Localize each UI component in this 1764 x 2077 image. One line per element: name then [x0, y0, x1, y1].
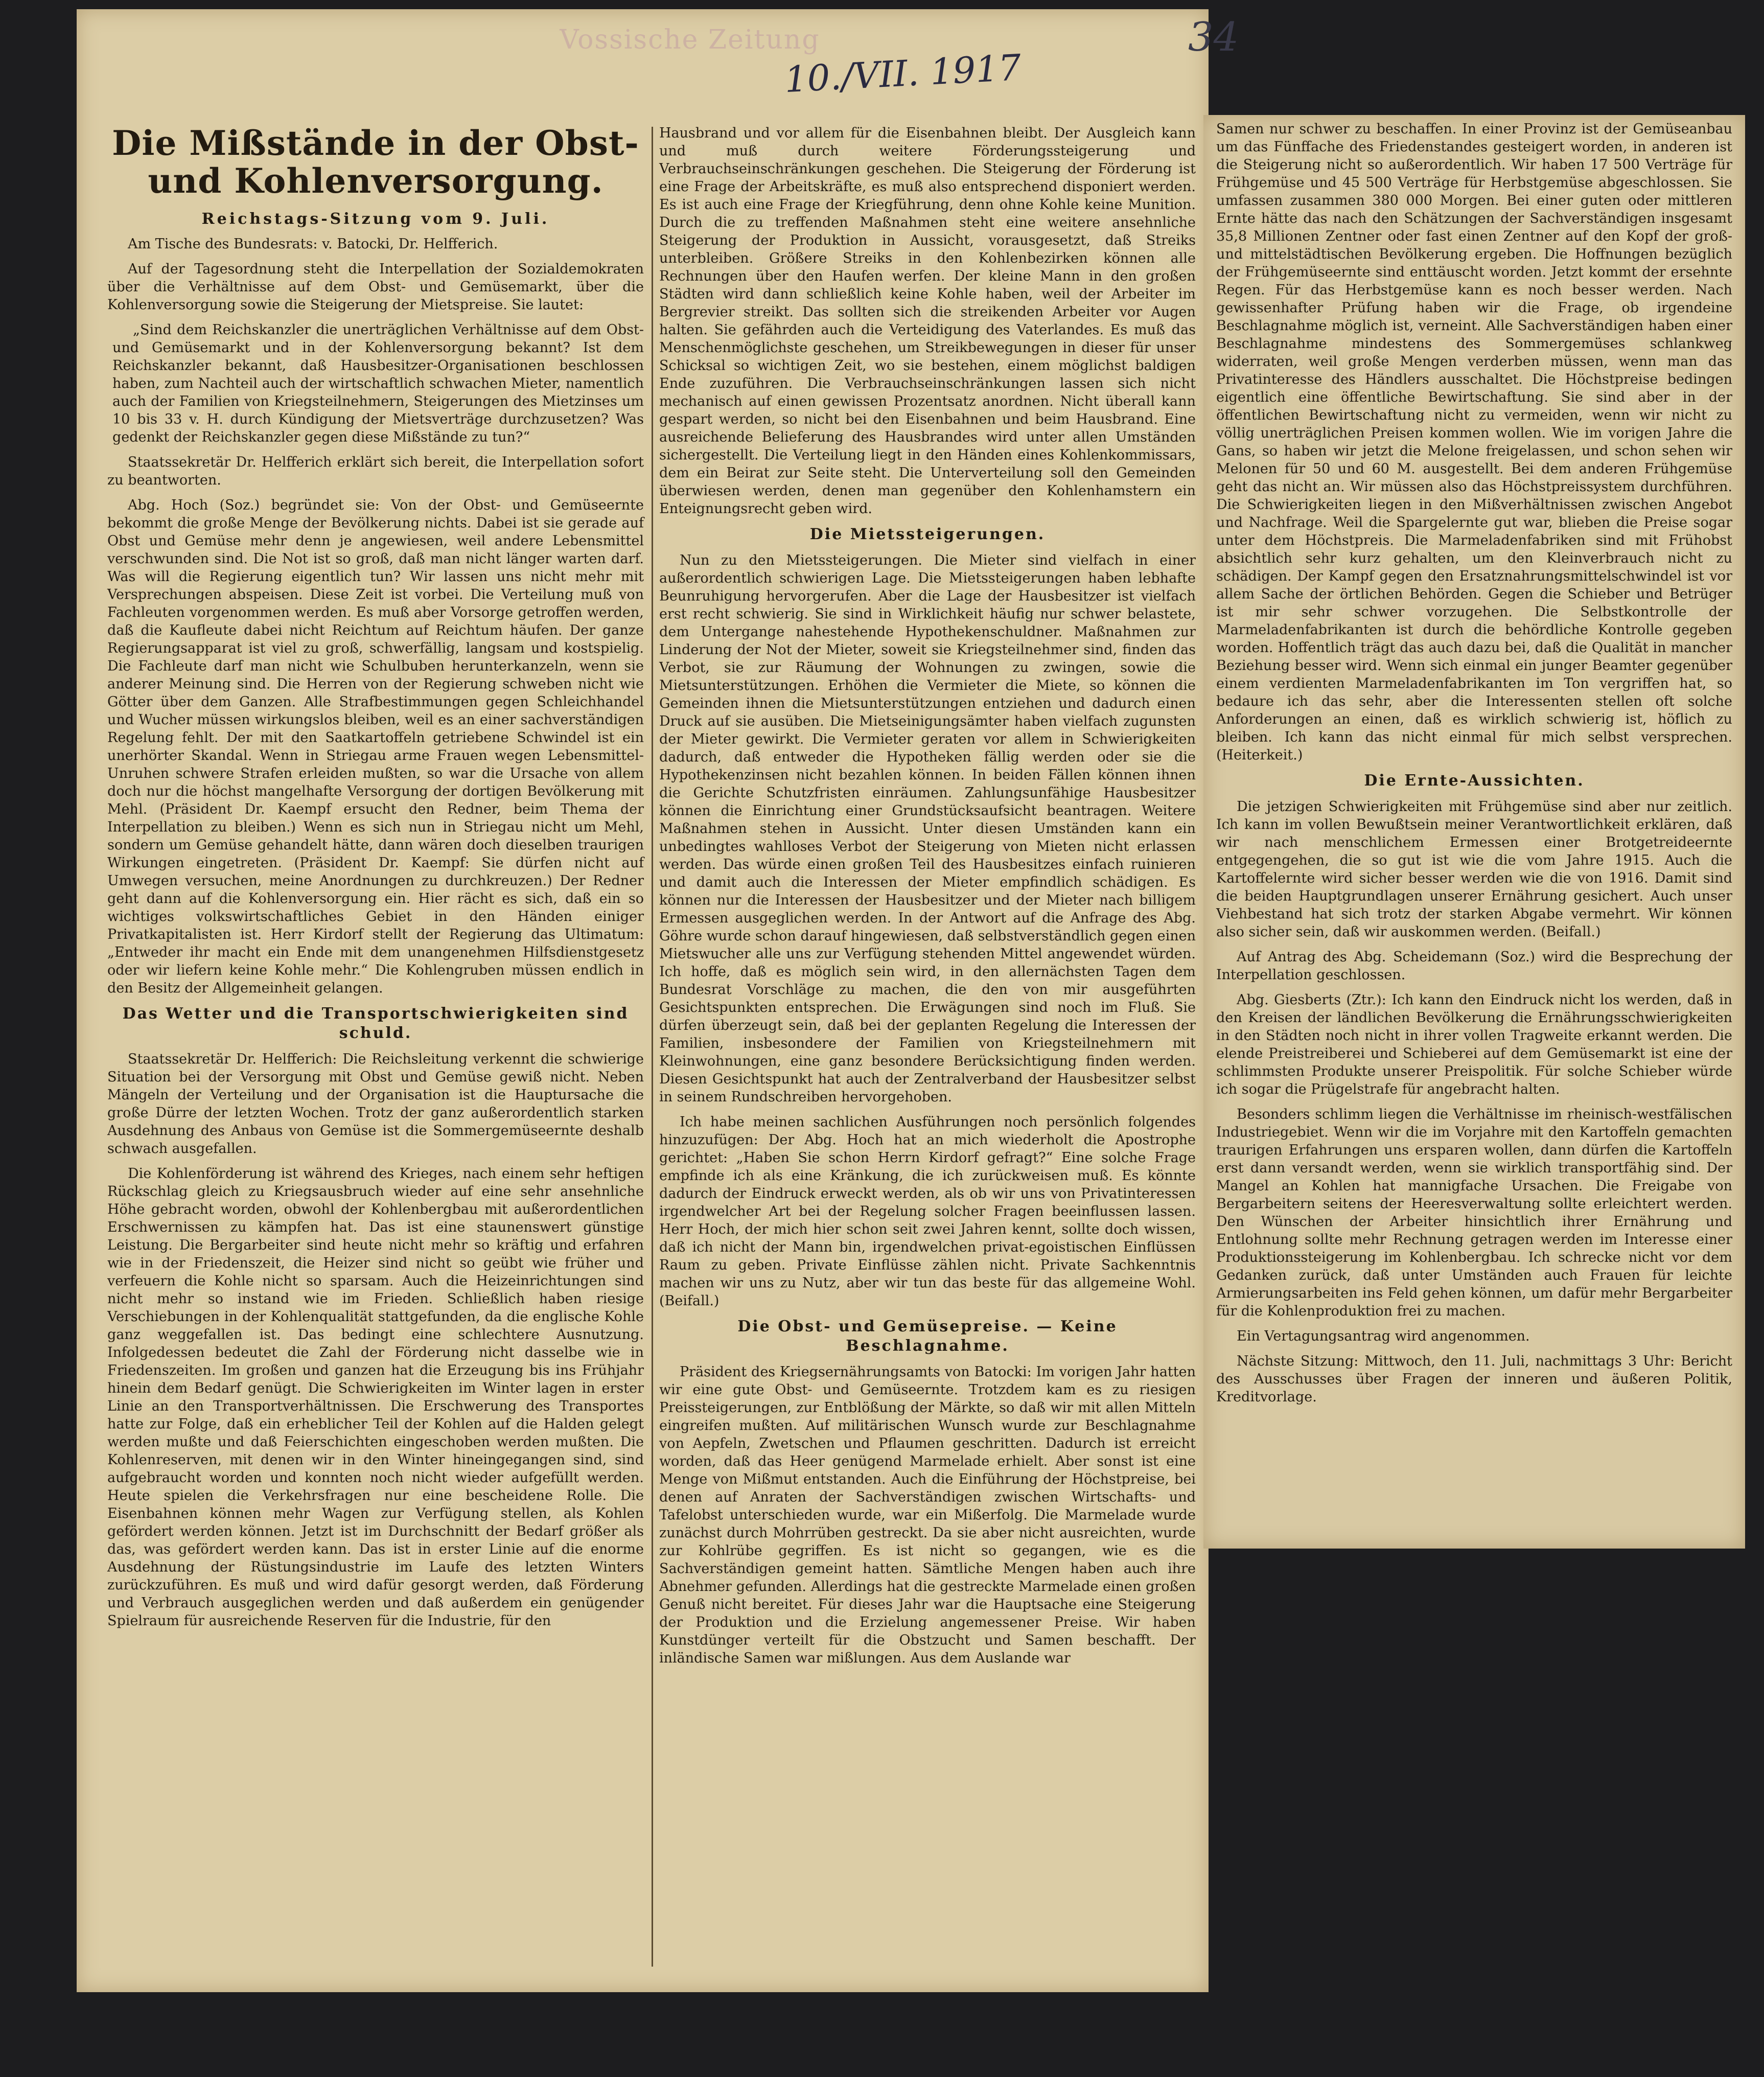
- paragraph: Präsident des Kriegsernährungsamts von Batocki: Im vorigen Jahr hatten wir eine gute Obst- und Gemüseernte. Trotzdem kam es zu riesigen Preissteigerungen, zur Entblößung der Märkte, so daß wir mit allen Mitteln eingreifen mußten. Auf militärischen Wunsch wurde zur Beschlagnahme von Aepfeln, Zwetschen und Pflaumen geschritten. Dadurch ist erreicht worden, daß das Heer genügend Marmelade erhielt. Aber sonst ist eine Menge von Mißmut entstanden. Auch die Einführung der Höchstpreise, bei denen auf Anraten der Sachverständigen zwischen Wirtschafts- und Tafelobst unterschieden wurde, war ein Mißerfolg. Die Marmelade wurde zunächst durch Mohrrüben gestreckt. Da sie aber nicht ausreichten, wurde zur Kohlrübe gegriffen. Es ist nicht so gegangen, wie es die Sachverständigen gemeint hatten. Sämtliche Mengen haben auch ihre Abnehmer gefunden. Allerdings hat die gestreckte Marmelade einen großen Genuß nicht bereitet. Für dieses Jahr war die Hauptsache eine Steigerung der Produktion und die Erzielung angemessener Preise. Wir haben Kunstdünger verteilt für die Obstzucht und Samen beschafft. Der inländische Samen war mißlungen. Aus dem Auslande war: [659, 1364, 1196, 1666]
- paragraph: Ich habe meinen sachlichen Ausführungen noch persönlich folgendes hinzuzufügen: Der Abg. Hoch hat an mich wiederholt die Apostrophe gerichtet: „Haben Sie schon Herrn Kirdorf gefragt?“ Eine solche Frage empfinde ich als eine Kränkung, die ich zurückweisen muß. Es könnte dadurch der Eindruck erweckt werden, als ob wir uns von Privatinteressen irgendwelcher Art bei der Regelung solcher Fragen beeinflussen lassen. Herr Hoch, der mich hier schon seit zwei Jahren kennt, sollte doch wissen, daß ich nicht der Mann bin, irgendwelchen privat-egoistischen Einflüssen Raum zu geben. Private Einflüsse zählen nicht. Private Sachkenntnis machen wir uns zu Nutz, aber wir tun das beste für das allgemeine Wohl. (Beifall.): [659, 1114, 1196, 1309]
- article-title: Die Mißstände in der Obst- und Kohlenversorgung.: [112, 123, 639, 201]
- paragraph: Nächste Sitzung: Mittwoch, den 11. Juli, nachmittags 3 Uhr: Bericht des Ausschusses über Fragen der inneren und äußeren Politik, Kreditvorlage.: [1216, 1353, 1732, 1405]
- paragraph: Auf der Tagesordnung steht die Interpellation der Sozialdemokraten über die Verhältnisse auf dem Obst- und Gemüsemarkt, über die Kohlenversorgung sowie die Steigerung der Mietspreise. Sie lautet:: [107, 261, 644, 313]
- column-rule: [652, 127, 653, 1967]
- article-subtitle: Reichstags-Sitzung vom 9. Juli.: [201, 210, 550, 228]
- paragraph: Staatssekretär Dr. Helfferich: Die Reichsleitung verkennt die schwierige Situation bei der Versorgung mit Obst und Gemüse gewiß nicht. Neben Mängeln der Verteilung und der Organisation ist die Hauptursache die große Dürre der letzten Wochen. Trotz der ganz außerordentlich starken Ausdehnung des Anbaus von Gemüse ist die Sommergemüseernte deshalb schwach ausgefallen.: [107, 1051, 644, 1157]
- masthead-stamp: Vossische Zeitung: [560, 25, 820, 55]
- interpellation-quote: „Sind dem Reichskanzler die unerträglichen Verhältnisse auf dem Obst- und Gemüsemarkt und in der Kohlenversorgung bekannt? Ist dem Reichskanzler bekannt, daß Hausbesitzer-Organisationen beschlossen haben, zum Nachteil auch der wirtschaftlich schwachen Mieter, namentlich auch der Familien von Kriegsteilnehmern, Steigerungen des Mietzinses um 10 bis 33 v. H. durch Kündigung der Mietsverträge durchzusetzen? Was gedenkt der Reichskanzler gegen diese Mißstände zu tun?“: [112, 322, 644, 445]
- paragraph: Abg. Hoch (Soz.) begründet sie: Von der Obst- und Gemüseernte bekommt die große Menge der Bevölkerung nichts. Dabei ist sie gerade auf Obst und Gemüse mehr denn je angewiesen, weil andere Lebensmittel verschwunden sind. Die Not ist so groß, daß man nicht länger warten darf. Was will die Regierung eigentlich tun? Wir lassen uns nicht mehr mit Versprechungen abspeisen. Diese Zeit ist vorbei. Die Verteilung muß von Fachleuten vorgenommen werden. Es muß aber Vorsorge getroffen werden, daß die Kaufleute dabei nicht Reichtum auf Reichtum häufen. Der ganze Regierungsapparat ist viel zu groß, schwerfällig, langsam und kostspielig. Die Fachleute darf man nicht wie Schulbuben herunterkanzeln, wenn sie anderer Meinung sind. Die Herren von der Regierung schweben nicht wie Götter über dem Ganzen. Alle Strafbestimmungen gegen Schleichhandel und Wucher müssen wirkungslos bleiben, weil es an einer sachverständigen Regelung fehlt. Der mit den Saatkartoffeln getriebene Schwindel ist ein unerhörter Skandal. Wenn in Striegau arme Frauen wegen Lebensmittel-Unruhen schwere Strafen erleiden mußten, so war die Ursache von allem doch nur die höchst mangelhafte Versorgung der dortigen Bevölkerung mit Mehl. (Präsident Dr. Kaempf ersucht den Redner, beim Thema der Interpellation zu bleiben.) Wenn es sich nun in Striegau nicht um Mehl, sondern um Gemüse gehandelt hätte, dann wären doch dieselben traurigen Wirkungen eingetreten. (Präsident Dr. Kaempf: Sie dürfen nicht auf Umwegen versuchen, meine Anordnungen zu durchkreuzen.) Der Redner geht dann auf die Kohlenversorgung ein. Hier rächt es sich, daß ein so wichtiges volkswirtschaftliches Gebiet in den Händen einiger Privatkapitalisten ist. Herr Kirdorf stellt der Regierung das Ultimatum: „Entweder ihr macht ein Ende mit dem unangenehmen Hilfsdienstgesetz oder wir liefern keine Kohle mehr.“ Die Kohlengruben müssen endlich in den Besitz der Allgemeinheit gelangen.: [107, 497, 644, 996]
- paragraph: Am Tische des Bundesrats: v. Batocki, Dr. Helfferich.: [128, 236, 498, 252]
- handwritten-page-number: 34: [1188, 14, 1239, 60]
- handwritten-date: 10./VII. 1917: [783, 46, 1023, 101]
- section-heading: Die Obst- und Gemüsepreise. — Keine Beschlagnahme.: [737, 1318, 1118, 1355]
- paragraph: Auf Antrag des Abg. Scheidemann (Soz.) wird die Besprechung der Interpellation geschlossen.: [1216, 949, 1732, 983]
- paragraph: Abg. Giesberts (Ztr.): Ich kann den Eindruck nicht los werden, daß in den Kreisen der ländlichen Bevölkerung die Ernährungsschwierigkeiten in den Städten noch nicht in ihrer vollen Tragweite erkannt werden. Die elende Preistreiberei und Schieberei auf dem Gemüsemarkt ist eine der schlimmsten Produkte unserer Preispolitik. Für solche Schieber würde ich sogar die Prügelstrafe für angebracht halten.: [1216, 992, 1732, 1097]
- paragraph: Samen nur schwer zu beschaffen. In einer Provinz ist der Gemüseanbau um das Fünffache des Friedenstandes gesteigert worden, in anderen ist die Steigerung nicht so außerordentlich. Wir haben 17 500 Verträge für Frühgemüse und 45 500 Verträge für Herbstgemüse abgeschlossen. Sie umfassen zusammen 380 000 Morgen. Bei einer guten oder mittleren Ernte hätte das nach den Schätzungen der Sachverständigen insgesamt 35,8 Millionen Zentner oder fast einen Zentner auf den Kopf der groß- und mittelstädtischen Bevölkerung ergeben. Die Hoffnungen bezüglich der Frühgemüseernte sind enttäuscht worden. Jetzt kommt der ersehnte Regen. Für das Herbstgemüse kann es noch besser werden. Nach gewissenhafter Prüfung haben wir die Frage, ob irgendeine Beschlagnahme möglich ist, verneint. Alle Sachverständigen haben einer Beschlagnahme mindestens des Sommergemüses schlankweg widerraten, weil große Mengen verderben müssen, wenn man das Privatinteresse des Händlers ausschaltet. Die Höchstpreise bedingen eigentlich eine öffentliche Bewirtschaftung. Sie sind aber in der öffentlichen Bewirtschaftung nicht zu vermeiden, wenn wir nicht zu völlig unerträglichen Preisen kommen wollen. Wie im vorigen Jahre die Gans, so haben wir jetzt die Melone freigelassen, und schon sehen wir Melonen für 50 und 60 M. ausgestellt. Bei dem anderen Frühgemüse geht das nicht an. Wir müssen also das Höchstpreissystem durchführen. Die Schwierigkeiten liegen in den Mißverhältnissen zwischen Angebot und Nachfrage. Weil die Spargelernte gut war, blieben die Preise sogar unter dem Höchstpreis. Die Marmeladenfabriken sind mit Frühobst absichtlich sehr kurz gehalten, um den Kleinverbrauch nicht zu schädigen. Der Kampf gegen den Ersatznahrungsmittelschwindel ist vor allem Sache der örtlichen Behörden. Gegen die Schieber und Betrüger ist mir sehr schwer vorzugehen. Die Selbstkontrolle der Marmeladenfabrikanten ist durch die behördliche Kontrolle gegeben worden. Hoffentlich trägt das auch dazu bei, daß die Qualität in mancher Beziehung besser wird. Wenn sich einmal ein junger Beamter gegenüber einem verdienten Marmeladenfabrikanten im Ton vergriffen hat, so bedaure ich das sehr, aber die Interessenten stellen oft solche Anforderungen an einen, daß es wirklich schwierig ist, höflich zu bleiben. Ich kann das nicht einmal für mich selbst versprechen. (Heiterkeit.): [1216, 121, 1732, 763]
- newspaper-clipping-continuation: [1203, 115, 1745, 1549]
- section-heading: Das Wetter und die Transportschwierigkeiten sind schuld.: [122, 1005, 629, 1042]
- newspaper-clipping-main: [77, 9, 1239, 1992]
- column-3: [1216, 120, 1732, 1541]
- paragraph: Die Kohlenförderung ist während des Krieges, nach einem sehr heftigen Rückschlag gleich zu Kriegsausbruch wieder auf eine sehr ansehnliche Höhe gebracht worden, obwohl der Kohlenbergbau mit außerordentlichen Erschwernissen zu kämpfen hat. Das ist eine staunenswert günstige Leistung. Die Bergarbeiter sind heute nicht mehr so kräftig und erfahren wie in der Friedenszeit, die Heizer sind nicht so geübt wie früher und verfeuern die Kohle nicht so sparsam. Auch die Heizeinrichtungen sind nicht mehr so instand wie im Frieden. Schließlich haben riesige Verschiebungen in der Kohlenqualität stattgefunden, da die englische Kohle ganz weggefallen ist. Das bedingt eine schlechtere Ausnutzung. Infolgedessen bedeutet die Zahl der Förderung nicht dasselbe wie in Friedenszeiten. Im großen und ganzen hat die Erzeugung bis ins Frühjahr hinein dem Bedarf genügt. Die Schwierigkeiten im Winter lagen in erster Linie an den Transportverhältnissen. Die Erschwerung des Transportes hatte zur Folge, daß ein erheblicher Teil der Kohlen auf die Halden gelegt werden mußte und daß Feierschichten eingeschoben werden mußten. Die Kohlenreserven, mit denen wir in den Winter hineingegangen sind, sind aufgebraucht worden und konnten noch nicht wieder aufgefüllt werden. Heute spielen die Verkehrsfragen nur eine bescheidene Rolle. Die Eisenbahnen können mehr Wagen zur Verfügung stellen, als Kohlen gefördert werden können. Jetzt ist im Durchschnitt der Bedarf größer als das, was gefördert werden kann. Das ist in erster Linie auf die enorme Ausdehnung der Rüstungsindustrie im Laufe des letzten Winters zurückzuführen. Es muß und wird dafür gesorgt werden, daß Förderung und Verbrauch ausgeglichen werden und daß außerdem ein genügender Spielraum für ausreichende Reserven für die Industrie, für den: [107, 1166, 644, 1629]
- section-heading: Die Mietssteigerungen.: [809, 525, 1046, 543]
- paragraph: Hausbrand und vor allem für die Eisenbahnen bleibt. Der Ausgleich kann und muß durch weitere Förderungssteigerung und Verbrauchseinschränkungen geschehen. Die Steigerung der Förderung ist eine Frage der Arbeitskräfte, es muß also entsprechend disponiert werden. Es ist auch eine Frage der Kriegführung, denn ohne Kohle keine Munition. Durch die zu treffenden Maßnahmen steht eine weitere ansehnliche Steigerung der Produktion in Aussicht, vorausgesetzt, daß Streiks unterbleiben. Größere Streiks in den Kohlenbezirken können alle Rechnungen über den Haufen werfen. Der kleine Mann in den großen Städten wird dann schließlich keine Kohle haben, weil der Arbeiter im Bergrevier streikt. Das sollten sich die streikenden Arbeiter vor Augen halten. Sie gefährden auch die Verteidigung des Vaterlandes. Es muß das Menschenmöglichste geschehen, um Streikbewegungen in dieser für unser Schicksal so wichtigen Zeit, wo sie bestehen, einem möglichst baldigen Ende zuzuführen. Die Verbrauchseinschränkungen lassen sich nicht mechanisch auf einen gewissen Prozentsatz anordnen. Nicht überall kann gespart werden, so nicht bei den Eisenbahnen und beim Hausbrand. Eine ausreichende Belieferung des Hausbrandes wird unter allen Umständen sichergestellt. Die Verteilung liegt in den Händen eines Kohlenkommissars, dem ein Beirat zur Seite steht. Die Unterverteilung soll den Gemeinden überwiesen werden, denen man gegenüber den Kohlenhamstern ein Enteignungsrecht geben wird.: [659, 125, 1196, 517]
- paragraph: Nun zu den Mietssteigerungen. Die Mieter sind vielfach in einer außerordentlich schwierigen Lage. Die Mietssteigerungen haben lebhafte Beunruhigung hervorgerufen. Aber die Lage der Hausbesitzer ist vielfach erst recht schwierig. Sie sind in Wirklichkeit häufig nur schwer belastete, dem Untergange nahestehende Hypothekenschuldner. Maßnahmen zur Linderung der Not der Mieter, soweit sie Kriegsteilnehmer sind, finden das Verbot, sie zur Räumung der Wohnungen zu zwingen, sowie die Mietsunterstützungen. Erhöhen die Vermieter die Miete, so können die Gemeinden ihnen die Mietsunterstützungen entziehen und dadurch einen Druck auf sie ausüben. Die Mietseinigungsämter haben vielfach zugunsten der Mieter gewirkt. Die Vermieter geraten vor allem in Schwierigkeiten dadurch, daß entweder die Hypotheken fällig werden oder sie die Hypothekenzinsen nicht bezahlen können. In beiden Fällen können ihnen die Gerichte Schutzfristen einräumen. Zahlungsunfähige Hausbesitzer können die Einrichtung einer Grundstücksaufsicht beantragen. Weitere Maßnahmen stehen in Aussicht. Unter diesen Umständen kann ein unbedingtes wahlloses Verbot der Steigerung von Mieten nicht erlassen werden. Das würde einen großen Teil des Hausbesitzes einfach ruinieren und damit auch die Interessen der Mieter empfindlich schädigen. Es können nur die Interessen der Hausbesitzer und der Mieter nach billigem Ermessen ausgeglichen werden. In der Antwort auf die Anfrage des Abg. Göhre wurde schon darauf hingewiesen, daß selbstverständlich gegen einen Mietswucher alle uns zur Verfügung stehenden Mittel angewendet würden. Ich hoffe, daß es möglich sein wird, in den allernächsten Tagen dem Bundesrat Vorschläge zu machen, die den von mir ausgeführten Gesichtspunkten entsprechen. Die Erwägungen sind noch im Fluß. Sie dürfen überzeugt sein, daß bei der geplanten Regelung die Interessen der Familien, insbesondere der Familien von Kriegsteilnehmern mit Kleinwohnungen, eine ganz besondere Berücksichtigung finden werden. Diesen Gesichtspunkt hat auch der Zentralverband der Hausbesitzer selbst in seinem Rundschreiben hervorgehoben.: [659, 552, 1196, 1105]
- paragraph: Staatssekretär Dr. Helfferich erklärt sich bereit, die Interpellation sofort zu beantworten.: [107, 454, 644, 488]
- paragraph: Die jetzigen Schwierigkeiten mit Frühgemüse sind aber nur zeitlich. Ich kann im vollen Bewußtsein meiner Verantwortlichkeit erklären, daß wir nach menschlichem Ermessen einer Brotgetreideernte entgegengehen, die so gut ist wie die vom Jahre 1915. Auch die Kartoffelernte wird sicher besser werden wie die von 1916. Damit sind die beiden Hauptgrundlagen unserer Ernährung gesichert. Auch unser Viehbestand hat sich trotz der starken Abgabe vermehrt. Wir können also sicher sein, daß wir auskommen werden. (Beifall.): [1216, 799, 1732, 940]
- column-1: [107, 124, 644, 1984]
- column-2: [659, 124, 1196, 1984]
- section-heading: Die Ernte-Aussichten.: [1364, 772, 1585, 790]
- paragraph: Besonders schlimm liegen die Verhältnisse im rheinisch-westfälischen Industriegebiet. Wenn wir die im Vorjahre mit den Kartoffeln gemachten traurigen Erfahrungen uns ersparen wollen, dann dürfen die Kartoffeln erst dann versandt werden, wenn sie wirklich transportfähig sind. Der Mangel an Kohlen hat mannigfache Ursachen. Die Freigabe von Bergarbeitern seitens der Heeresverwaltung sollte erleichtert werden. Den Wünschen der Arbeiter hinsichtlich ihrer Ernährung und Entlohnung sollte mehr Rechnung getragen werden im Interesse einer Produktionssteigerung im Kohlenbergbau. Ich schrecke nicht vor dem Gedanken zurück, daß unter Umständen auch Frauen für leichte Armierungsarbeiten ins Feld gehen können, um dafür mehr Bergarbeiter für die Kohlenproduktion frei zu machen.: [1216, 1106, 1732, 1319]
- paragraph: Ein Vertagungsantrag wird angenommen.: [1237, 1328, 1530, 1344]
